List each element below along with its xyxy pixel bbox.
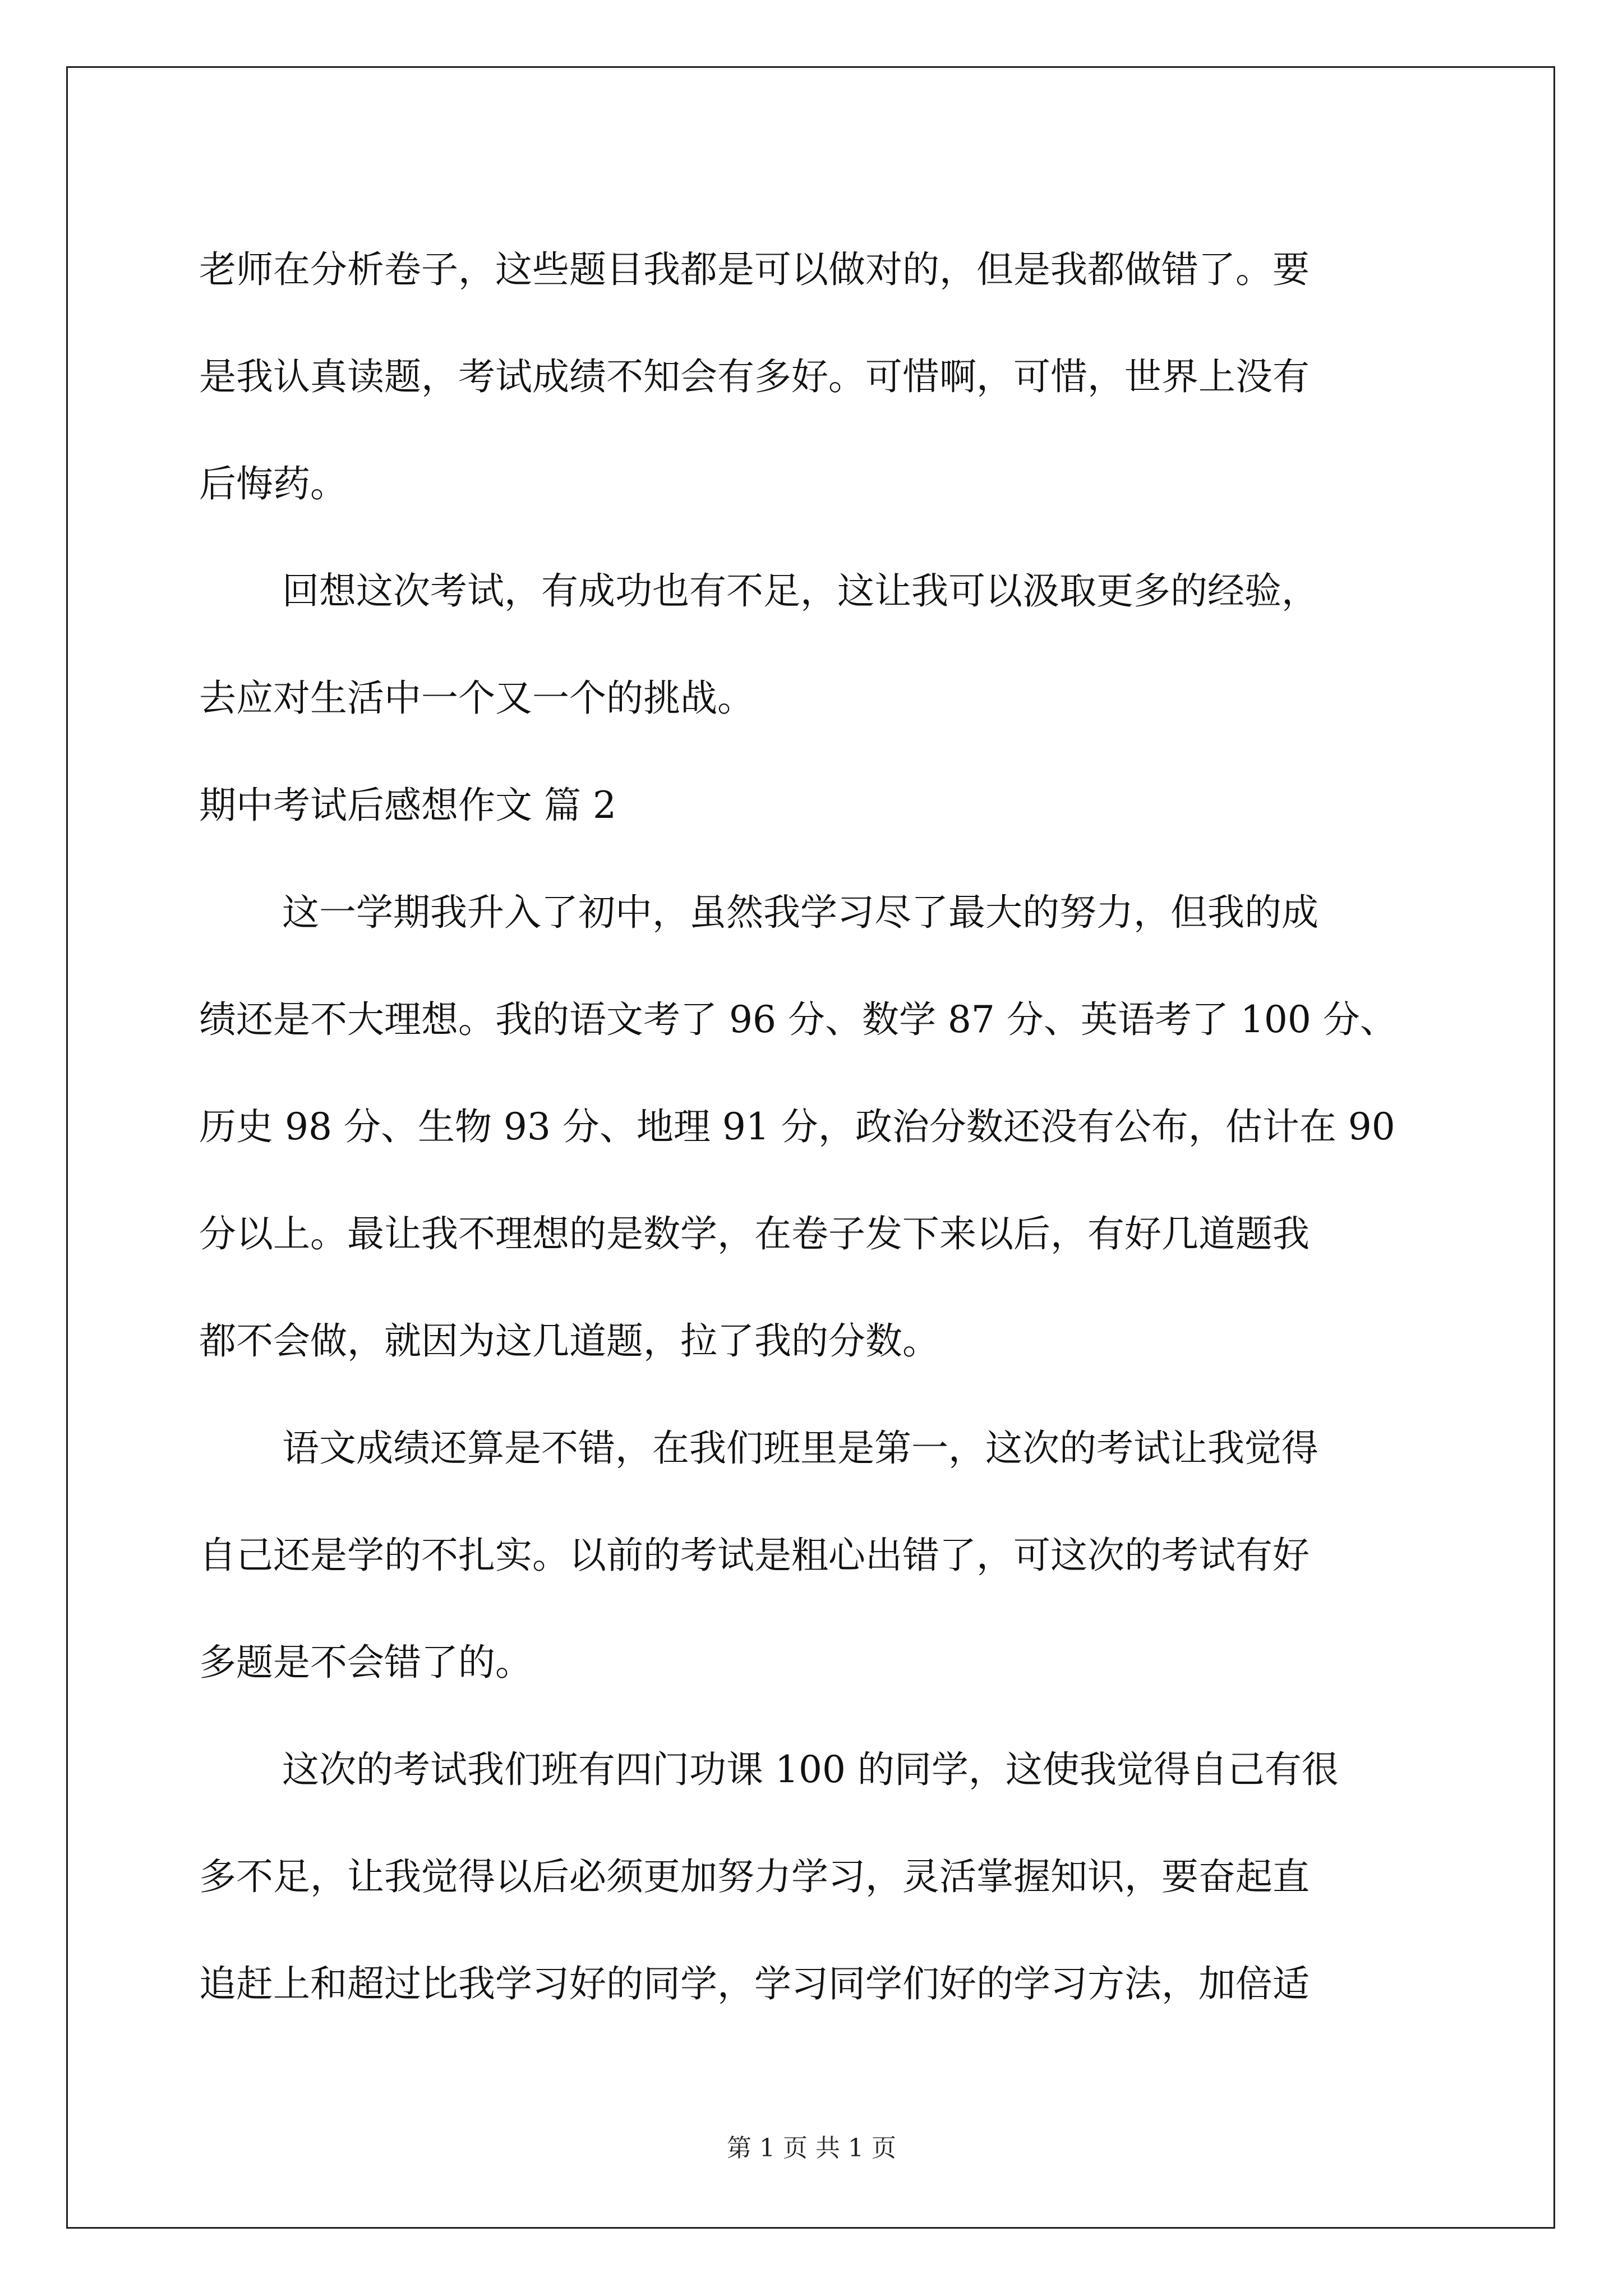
text-line: 自己还是学的不扎实。以前的考试是粗心出错了，可这次的考试有好 [199,1534,1310,1577]
text-line: 回想这次考试，有成功也有不足，这让我可以汲取更多的经验， [282,569,1318,613]
text-line: 这次的考试我们班有四门功课 100 的同学，这使我觉得自己有很 [282,1748,1339,1791]
text-line: 这一学期我升入了初中，虽然我学习尽了最大的努力，但我的成 [282,891,1318,934]
text-line: 分以上。最让我不理想的是数学，在卷子发下来以后，有好几道题我 [199,1212,1310,1255]
text-line: 去应对生活中一个又一个的挑战。 [199,677,754,720]
text-line: 都不会做，就因为这几道题，拉了我的分数。 [199,1319,939,1363]
text-line: 老师在分析卷子，这些题目我都是可以做对的，但是我都做错了。要 [199,248,1310,291]
page-number-footer: 第 1 页 共 1 页 [727,2134,896,2162]
text-line: 多题是不会错了的。 [199,1641,532,1684]
text-line: 追赶上和超过比我学习好的同学，学习同学们好的学习方法，加倍适 [199,1962,1310,2005]
text-line: 绩还是不大理想。我的语文考了 96 分、数学 87 分、英语考了 100 分、 [199,998,1397,1041]
text-line: 历史 98 分、生物 93 分、地理 91 分，政治分数还没有公布，估计在 90 [199,1105,1395,1148]
section-heading: 期中考试后感想作文 篇 2 [199,784,616,827]
text-line: 是我认真读题，考试成绩不知会有多好。可惜啊，可惜，世界上没有 [199,355,1310,398]
document-body [199,216,1467,2037]
text-line: 多不足，让我觉得以后必须更加努力学习，灵活掌握知识，要奋起直 [199,1855,1310,1898]
text-line: 语文成绩还算是不错，在我们班里是第一，这次的考试让我觉得 [282,1427,1318,1470]
text-line: 后悔药。 [199,462,347,505]
